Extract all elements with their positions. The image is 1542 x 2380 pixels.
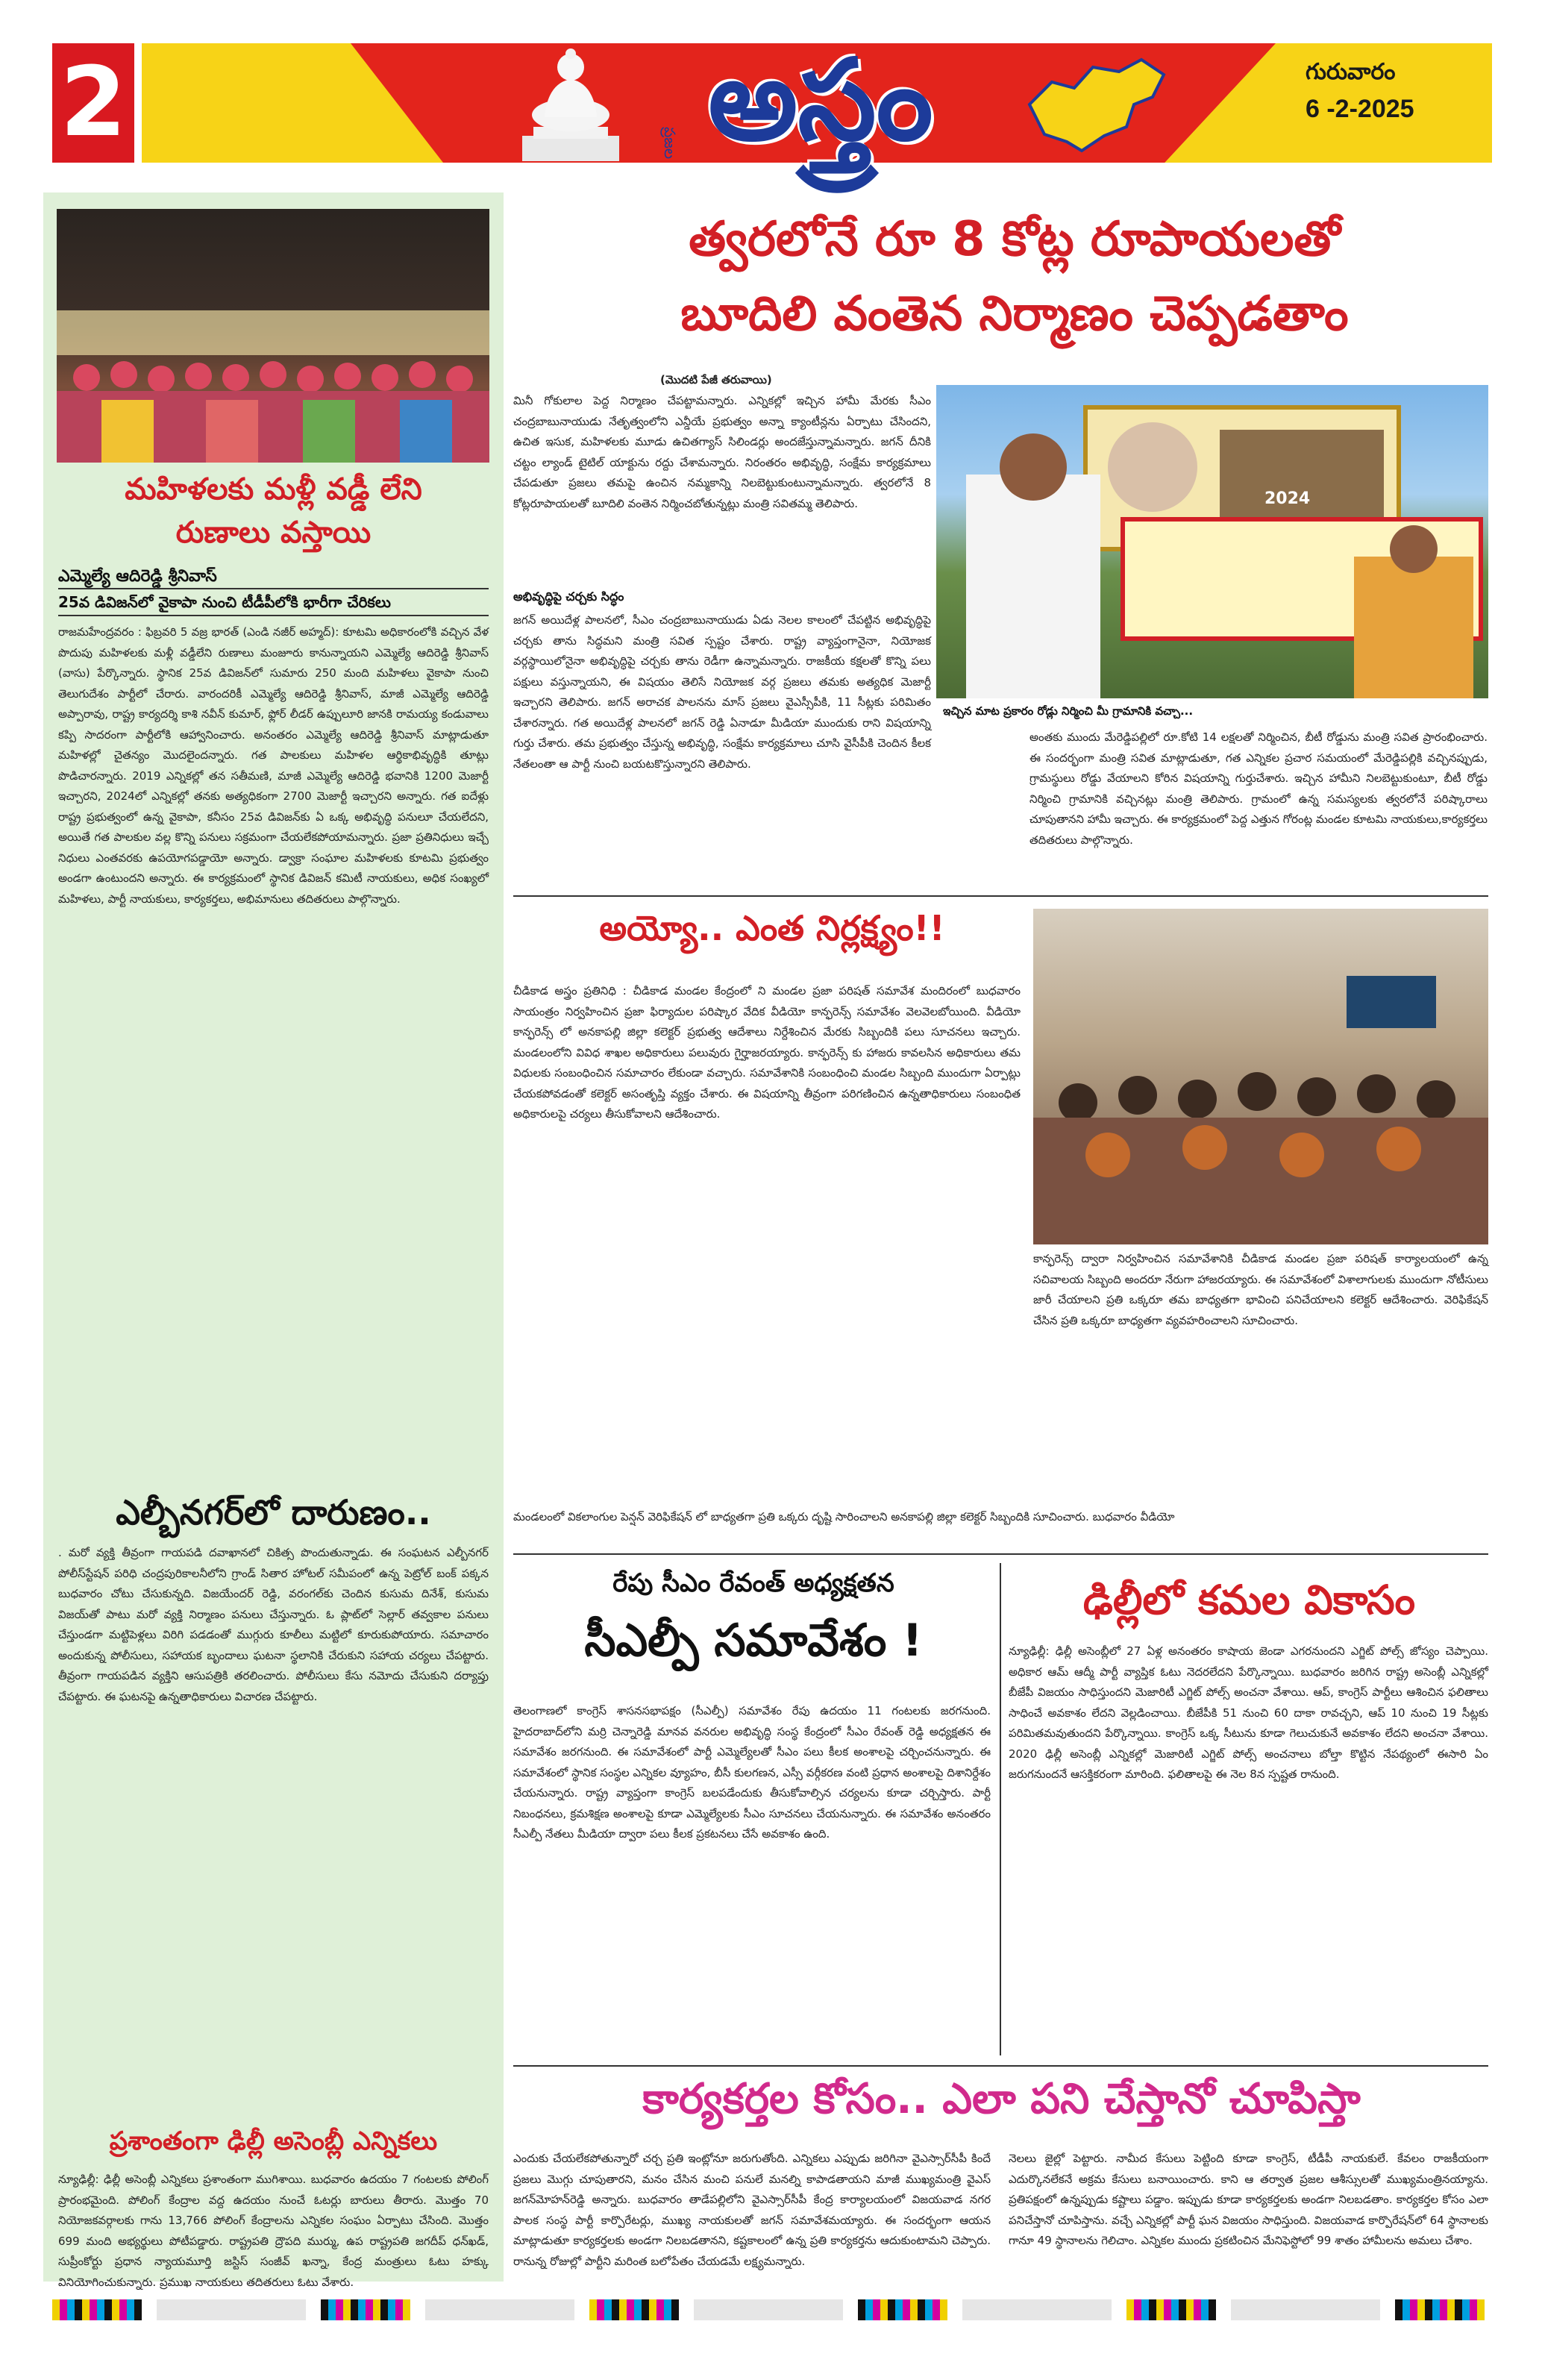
page-number: 2 (52, 43, 134, 163)
banner-year: 2024 (1264, 489, 1311, 508)
divider-vertical (1000, 1563, 1001, 2055)
women-joining-photo (57, 209, 489, 463)
continued-note: (మొదటి పేజీ తరువాయి) (660, 373, 772, 386)
headline-bridge-line2: బూదిలి వంతెన నిర్మాణం చెప్పడతాం (680, 286, 1349, 342)
conference-scene (1033, 909, 1488, 1244)
story-bridge-body-b: జగన్ అయిదేళ్ల పాలనలో, సీఎం చంద్రబాబునాయుడు ఏడు నెలల కాలంలో చేపట్టిన అభివృద్ధిపై చర్చకు తాను సిద్ధమని మంత్రి సవిత స్పష్టం చేశారు. రాష్ట్ర వ్యాప్తంగానైనా, నియోజక వర్గస్థాయిలోనైనా అభివృద్ధిపై చర్చకు తాను రెడీగా ఉన్నామన్నారు. రాజకీయ కక్షలతో కొన్ని పలు పక్షులు వస్తున్నాయని, ఈ విషయం తెలిసే నియోజక వర్గ ప్రజలు తమకు అత్యధిక మెజార్టీ ఇచ్చారని తెలిపారు. జగన్ అరాచక పాలనను మాస్ ప్రజలు వైఎస్సీపీకి, 11 సీట్లకు పరిమితం చేశారన్నారు. గత అయిదేళ్ల పాలనలో జగన్ రెడ్డి ఏనాడూ మీడియా ముందుకు రాని విషయాన్ని గుర్తు చేశారు. తమ ప్రభుత్వం చేస్తున్న అభివృద్ధి, సంక్షేమ కార్యక్రమాలు చూసి వైసీపీకి చెందిన కీలక నేతలంతా ఆ పార్టీ నుంచి బయటకొస్తున్నారని తెలిపారు. (513, 613, 931, 771)
buddha-statue-icon (515, 46, 627, 161)
headline-women-loans-line1: మహిళలకు మళ్లీ వడ్డీ లేని (125, 472, 422, 507)
left-column (43, 192, 504, 2289)
story-party-workers-body-a: ఎందుకు చేయలేకపోతున్నారో చర్చ ప్రతి ఇంట్లోనూ జరుగుతోంది. ఎన్నికలు ఎప్పుడు జరిగినా వైఎస్సార్‌సీపీ కిందే ప్రజలు మొగ్గు చూపుతారని, మనం చేసిన మంచి పనులే మనల్ని కాపాడతాయని మాజీ ముఖ్యమంత్రి వైఎస్ జగన్‌మోహన్‌రెడ్డి అన్నారు. బుధవారం తాడేపల్లిలోని వైఎస్సార్‌సీపీ కేంద్ర కార్యాలయంలో విజయవాడ నగర పాలక సంస్థ పార్టీ కార్పొరేటర్లు, ముఖ్య నాయకులతో జగన్ సమావేశమయ్యారు. ఈ సందర్భంగా ఆయన మాట్లాడుతూ కార్యకర్తలకు అండగా నిలబడతానని, కష్టకాలంలో ఉన్న ప్రతి కార్యకర్తను ఆదుకుంటామని చెప్పారు. రానున్న రోజుల్లో పార్టీని మరింత బలోపేతం చేయడమే లక్ష్యమన్నారు. (513, 2152, 991, 2268)
headline-clp: సీఎల్పీ సమావేశం ! (584, 1615, 923, 1667)
divider (513, 895, 1488, 897)
divider (513, 1553, 1488, 1555)
headline-delhi-lotus: ఢిల్లీలో కమల వికాసం (1082, 1576, 1416, 1623)
headline-bridge-line1: త్వరలోనే రూ 8 కోట్ల రూపాయలతో (689, 212, 1341, 267)
subhead-mla-name: ఎమ్మెల్యే ఆదిరెడ్డి శ్రీనివాస్ (58, 567, 217, 586)
story-lb-nagar-body: . మరో వ్యక్తి తీవ్రంగా గాయపడి దవాఖానలో చికిత్స పొందుతున్నాడు. ఈ సంఘటన ఎల్బీనగర్ పోలీస్‌స్టేషన్ పరిధి చంద్రపురికాలనీలోని గ్రాండ్ సితార హోటల్ సమీపంలో ఉన్న పెట్రోల్ బంక్ పక్కన బుధవారం చోటు చేసుకున్నది. విజయేందర్ రెడ్డి, వరంగల్‌కు చెందిన కుసుమ దినేశ్, కుసుమ విజయ్‌తో పాటు మరో వ్యక్తి నిర్మాణం పనులు చేస్తున్నారు. ఓ ప్లాట్‌లో సెల్లార్ తవ్వకాల పనులు చేస్తుండగా మట్టిపెళ్లలు విరిగి పడడంతో ముగ్గురు కూలీలు మట్టిలో కూరుకుపోయారు. సమాచారం అందుకున్న పోలీసులు, సహాయక బృందాలు ఘటనా స్థలానికి చేరుకుని సహాయ చర్యలు చేపట్టారు. తీవ్రంగా గాయపడిన వ్యక్తిని ఆసుపత్రికి తరలించారు. పోలీసులు కేసు నమోదు చేసుకుని దర్యాప్తు చేపట్టారు. ఈ ఘటనపై ఉన్నతాధికారులు విచారణ చేపట్టారు. (58, 1546, 489, 1703)
divider (58, 615, 489, 616)
subhead-joinings: 25వ డివిజన్‌లో వైకాపా నుంచి టీడీపీలోకి భారీగా చేరికలు (58, 593, 391, 611)
masthead-logo: అస్త్రం (708, 34, 933, 166)
story-negligence-body-b: మండలంలో వికలాంగుల పెన్షన్ వెరిఫికేషన్ లో బాధ్యతగా ప్రతి ఒక్కరు దృష్టి సారించాలని అనకాపల్లి జిల్లా కలెక్టర్ సిబ్బందికి సూచించారు. బుధవారం వీడియో (513, 1510, 1175, 1523)
minister-road-photo (936, 385, 1488, 698)
date-block (1306, 60, 1485, 124)
photo-caption-road: ఇచ్చిన మాట ప్రకారం రోడ్లు నిర్మించి మీ గ్రామానికి వచ్చా... (938, 703, 1488, 722)
story-negligence-body-a: చీడికాడ అస్త్రం ప్రతినిధి : చీడికాడ మండల కేంద్రంలో ని మండల ప్రజా పరిషత్ సమావేశ మందిరంలో బుధవారం సాయంత్రం నిర్వహించిన ప్రజా ఫిర్యాదుల పరిష్కార వేదిక వీడియో కాన్ఫరెన్స్ సమావేశం వెలవెలబోయింది. వీడియో కాన్ఫరెన్స్ లో అనకాపల్లి జిల్లా కలెక్టర్ ప్రభుత్వ ఆదేశాలు నిర్దేశించిన మేరకు సిబ్బందికి పలు సూచనలు ఇచ్చారు. మండలంలోని వివిధ శాఖల అధికారులు పలువురు గైర్హాజరయ్యారు. కాన్ఫరెన్స్ కు హాజరు కావలసిన అధికారులు తమ విధులకు సంబంధించిన సమాచారం లేకుండా వచ్చారు. సమావేశానికి సంబంధించి మండల సిబ్బంది ముందుగా ఏర్పాట్లు చేయకపోవడంతో కలెక్టర్ అసంతృప్తి వ్యక్తం చేశారు. ఈ విషయాన్ని తీవ్రంగా పరిగణించిన ఉన్నతాధికారులు సంబంధిత అధికారులపై చర్యలు తీసుకోవాలని ఆదేశించారు. (513, 984, 1021, 1121)
masthead-tagline: ప్రజల (661, 127, 679, 160)
story-delhi-lotus-body: న్యూఢిల్లీ: ఢిల్లీ అసెంబ్లీలో 27 ఏళ్ల అనంతరం కాషాయ జెండా ఎగరనుందని ఎగ్జిట్ పోల్స్ జోస్యం చెప్పాయి. అధికార ఆమ్ ఆద్మీ పార్టీ వ్యాప్తిక ఓటు నెదరలేదని పేర్కొన్నాయి. బుధవారం జరిగిన రాష్ట్ర అసెంబ్లీ ఎన్నికల్లో బీజేపీ విజయం సాధిస్తుందని మెజారిటీ ఎగ్జిట్ పోల్స్ అంచనా వేశాయి. ఆప్, కాంగ్రెస్ పార్టీలు ఆశించిన ఫలితాలు సాధించే అవకాశం లేదని వెల్లడించాయి. బీజేపీకి 51 నుంచి 60 దాకా రావచ్చని, ఆప్ 10 నుంచి 19 సీట్లకు పరిమితమవుతుందని పేర్కొన్నాయి. కాంగ్రెస్ ఒక్క సీటును కూడా గెలుచుకునే అవకాశం లేదని అంచనా వేశాయి. 2020 ఢిల్లీ అసెంబ్లీ ఎన్నికల్లో మెజారిటీ ఎగ్జిట్ పోల్స్ అంచనాలు బోల్తా కొట్టిన నేపథ్యంలో ఈసారి ఏం జరుగనుందనే ఆసక్తికరంగా మారింది. ఫలితాలపై ఈ నెల 8న స్పష్టత రానుంది. (1009, 1644, 1488, 1781)
headline-party-workers: కార్యకర్తల కోసం.. ఎలా పని చేస్తానో చూపిస్తా (642, 2075, 1361, 2123)
crowd-illustration (57, 310, 489, 463)
story-bridge-body-a: మినీ గోకులాల పెద్ద నిర్మాణం చేపట్టామన్నారు. ఎన్నికల్లో ఇచ్చిన హామీ మేరకు సీఎం చంద్రబాబునాయుడు నేతృత్వంలోని ఎన్డీయే ప్రభుత్వం అన్నా క్యాంటీన్లను ఏర్పాటు చేసిందని, ఉచిత ఇసుక, మహిళలకు మూడు ఉచితగ్యాస్ సిలిండర్లు అందజేస్తున్నామన్నారు. జగన్ దీనికి చట్టం ల్యాండ్ టైటిల్ యాక్టును రద్దు చేశామన్నారు. నిరంతరం అభివృద్ధి, సంక్షేమ కార్యక్రమాలు చేపడుతూ ప్రజలు తమపై ఉంచిన నమ్మకాన్ని నిలబెట్టుకుంటున్నామన్నారు. త్వరలోనే 8 కోట్లరూపాయలతో బూదిలి వంతెన నిర్మించబోతున్నట్లు మంత్రి సవితమ్మ తెలిపారు. (513, 394, 931, 510)
issue-date: 6 -2-2025 (1306, 95, 1414, 123)
conference-photo (1033, 909, 1488, 1244)
headline-women-loans-line2: రుణాలు వస్తాయి (175, 516, 372, 550)
story-women-loans-body: రాజమహేంద్రవరం : ఫిబ్రవరి 5 వజ్ర భారత్ (ఎండి నజీర్ అహ్మద్): కూటమి అధికారంలోకి వచ్చిన వేళ పొదుపు మహిళలకు మళ్లీ వడ్డీలేని రుణాలు మంజూరు కానున్నాయని ఎమ్మెల్యే ఆదిరెడ్డి శ్రీనివాస్ (వాసు) పేర్కొన్నారు. స్థానిక 25వ డివిజన్‌లో సుమారు 250 మంది మహిళలు వైకాపా నుంచి తెలుగుదేశం పార్టీలో చేరారు. వారందరికీ ఎమ్మెల్యే ఆదిరెడ్డి శ్రీనివాస్, మాజీ ఎమ్మెల్యే ఆదిరెడ్డి అప్పారావు, రాష్ట్ర కార్యదర్శి కాశి నవీన్ కుమార్, ఫ్లోర్ లీడర్ ఉప్పులూరి జానకి రామయ్య కండువాలు కప్పి సాదరంగా పార్టీలోకి ఆహ్వానించారు. అనంతరం ఎమ్మెల్యే ఆదిరెడ్డి శ్రీనివాస్ మాట్లాడుతూ మహిళల్లో చైతన్యం మొదలైందన్నారు. గత పాలకులు మహిళల ఆర్థికాభివృద్ధికి తూట్లు పొడిచారన్నారు. 2019 ఎన్నికల్లో తన సతీమణి, మాజీ ఎమ్మెల్యే ఆదిరెడ్డి భవానికి 1200 మెజార్టీ ఇచ్చారని, 2024లో ఎన్నికల్లో తనకు అత్యధికంగా 2700 మెజార్టీ ఇచ్చారని అన్నారు. గత ఐదేళ్లు రాష్ట్ర ప్రభుత్వంలో ఉన్న వైకాపా, కనీసం 25వ డివిజన్‌కు ఏ ఒక్క అభివృద్ధి పనులూ చేయలేదని, అయితే గత పాలకుల వల్ల కొన్ని పనులు సక్రమంగా చేయలేకపోయామన్నారు. ప్రజా ప్రతినిధులు ఇచ్చే నిధులు ఎంతవరకు ఉపయోగపడ్డాయో అన్నారు. డ్వాక్రా సంఘాల మహిళలకు కూటమి ప్రభుత్వం అండగా ఉంటుందని అన్నారు. ఈ కార్యక్రమంలో స్థానిక డివిజన్ కమిటీ నాయకులు, అధిక సంఖ్యలో మహిళలు, పార్టీ నాయకులు, కార్యకర్తలు, అభిమానులు తదితరులు పాల్గొన్నారు. (58, 625, 489, 906)
story-delhi-elections-body: న్యూఢిల్లీ: ఢిల్లీ అసెంబ్లీ ఎన్నికలు ప్రశాంతంగా ముగిశాయి. బుధవారం ఉదయం 7 గంటలకు పోలింగ్ ప్రారంభమైంది. పోలింగ్ కేంద్రాల వద్ద ఉదయం నుంచే ఓటర్లు బారులు తీరారు. మొత్తం 70 నియోజకవర్గాలకు గాను 13,766 పోలింగ్ కేంద్రాలను ఎన్నికల సంఘం ఏర్పాటు చేసింది. మొత్తం 699 మంది అభ్యర్థులు పోటీపడ్డారు. రాష్ట్రపతి ద్రౌపది ముర్ము, ఉప రాష్ట్రపతి జగదీప్ ధన్‌ఖడ్, సుప్రీంకోర్టు ప్రధాన న్యాయమూర్తి జస్టిస్ సంజీవ్ ఖన్నా, కేంద్ర మంత్రులు ఓటు హక్కు వినియోగించుకున్నారు. ప్రముఖ నాయకులు తదితరులు ఓటు వేశారు. (58, 2173, 489, 2289)
photo-scene (936, 385, 1488, 698)
story-party-workers-body-b: నెలలు జైల్లో పెట్టారు. నామీద కేసులు పెట్టింది కూడా కాంగ్రెస్, టీడీపీ నాయకులే. కేవలం రాజకీయంగా ఎదుర్కొనలేకనే అక్రమ కేసులు బనాయించారు. కాని ఆ తర్వాత ప్రజల ఆశీస్సులతో ముఖ్యమంత్రినయ్యాను. ప్రతిపక్షంలో ఉన్నప్పుడు కష్టాలు పడ్డాం. ఇప్పుడు కూడా కార్యకర్తలకు అండగా నిలబడతాం. కార్యకర్తల కోసం ఎలా పనిచేస్తానో చూపిస్తాను. వచ్చే ఎన్నికల్లో పార్టీ ఘన విజయం సాధిస్తుంది. విజయవాడ కార్పొరేషన్‌లో 64 స్థానాలకు గానూ 49 స్థానాలను గెలిచాం. ఎన్నికల ముందు ప్రకటించిన మేనిఫెస్టోలో 99 శాతం హామీలను అమలు చేశాం. (1009, 2152, 1488, 2247)
story-clp-body: తెలంగాణలో కాంగ్రెస్ శాసనసభాపక్షం (సీఎల్పీ) సమావేశం రేపు ఉదయం 11 గంటలకు జరగనుంది. హైదరాబాద్‌లోని మర్రి చెన్నారెడ్డి మానవ వనరుల అభివృద్ధి సంస్థ కేంద్రంలో సీఎం రేవంత్ రెడ్డి అధ్యక్షతన ఈ సమావేశం జరగనుంది. ఈ సమావేశంలో పార్టీ ఎమ్మెల్యేలతో సీఎం పలు కీలక అంశాలపై చర్చించనున్నారు. ఈ సమావేశంలో స్థానిక సంస్థల ఎన్నికల వ్యూహం, బీసీ కులగణన, ఎస్సీ వర్గీకరణ వంటి ప్రధాన అంశాలపై దిశానిర్దేశం చేయనున్నారు. రాష్ట్ర వ్యాప్తంగా కాంగ్రెస్ బలపడేందుకు తీసుకోవాల్సిన చర్యలను కూడా చర్చిస్తారు. పార్టీ నిబంధనలు, క్రమశిక్షణ అంశాలపై కూడా ఎమ్మెల్యేలకు సీఎం సూచనలు చేయనున్నారు. ఈ సమావేశం అనంతరం సీఎల్పీ నేతలు మీడియా ద్వారా పలు కీలక ప్రకటనలు చేసే అవకాశం ఉంది. (513, 1704, 991, 1841)
headline-negligence: అయ్యో.. ఎంత నిర్లక్ష్యం!! (599, 908, 945, 948)
subhead-development-debate: అభివృద్ధిపై చర్చకు సిద్ధం (513, 589, 624, 604)
page-header (0, 0, 1542, 179)
headline-lb-nagar: ఎల్బీనగర్‌లో దారుణం.. (116, 1492, 431, 1532)
divider (513, 2065, 1488, 2067)
divider (58, 588, 489, 589)
state-map-icon (1022, 52, 1171, 157)
conference-photo-caption: కాన్ఫరెన్స్ ద్వారా నిర్వహించిన సమావేశానికి చీడికాడ మండల ప్రజా పరిషత్ కార్యాలయంలో ఉన్న సచివాలయ సిబ్బంది అందరూ నేరుగా హాజరయ్యారు. ఈ సమావేశంలో విశాలాగులకు ముందుగా నోటీసులు జారీ చేయాలని ప్రతి ఒక్కరూ తమ బాధ్యతగా భావించి పనిచేయాలని కలెక్టర్ ఆదేశించారు. వెరిఫికేషన్ చేసిన ప్రతి ఒక్కరూ బాధ్యతగా వ్యవహరించాలని సూచించారు. (1033, 1252, 1488, 1327)
headline-delhi-elections: ప్రశాంతంగా ఢిల్లీ అసెంబ్లీ ఎన్నికలు (109, 2126, 438, 2156)
issue-day: గురువారం (1306, 60, 1396, 84)
kicker-clp: రేపు సీఎం రేవంత్ అధ్యక్షతన (612, 1568, 894, 1598)
story-bridge-body-c: అంతకు ముందు మేరెడ్డిపల్లిలో రూ.కోటి 14 లక్షలతో నిర్మించిన, బీటీ రోడ్డును మంత్రి సవిత ప్రారంభించారు. ఈ సందర్భంగా మంత్రి సవిత మాట్లాడుతూ, గత ఎన్నికల ప్రచార సమయంలో మేరెడ్డిపల్లికి వచ్చినప్పుడు, గ్రామస్థులు రోడ్డు వేయాలని కోరిన విషయాన్ని గుర్తుచేశారు. ఇచ్చిన హామీని నిలబెట్టుకుంటూ, బీటీ రోడ్డు నిర్మించి గ్రామానికి వచ్చినట్లు మంత్రి తెలిపారు. గ్రామంలో ఉన్న సమస్యలకు త్వరలోనే పరిష్కారాలు చూపుతానని హామీ ఇచ్చారు. ఈ కార్యక్రమంలో పెద్ద ఎత్తున గోరంట్ల మండల కూటమి నాయకులు,కార్యకర్తలు తదితరులు పాల్గొన్నారు. (1029, 730, 1488, 847)
